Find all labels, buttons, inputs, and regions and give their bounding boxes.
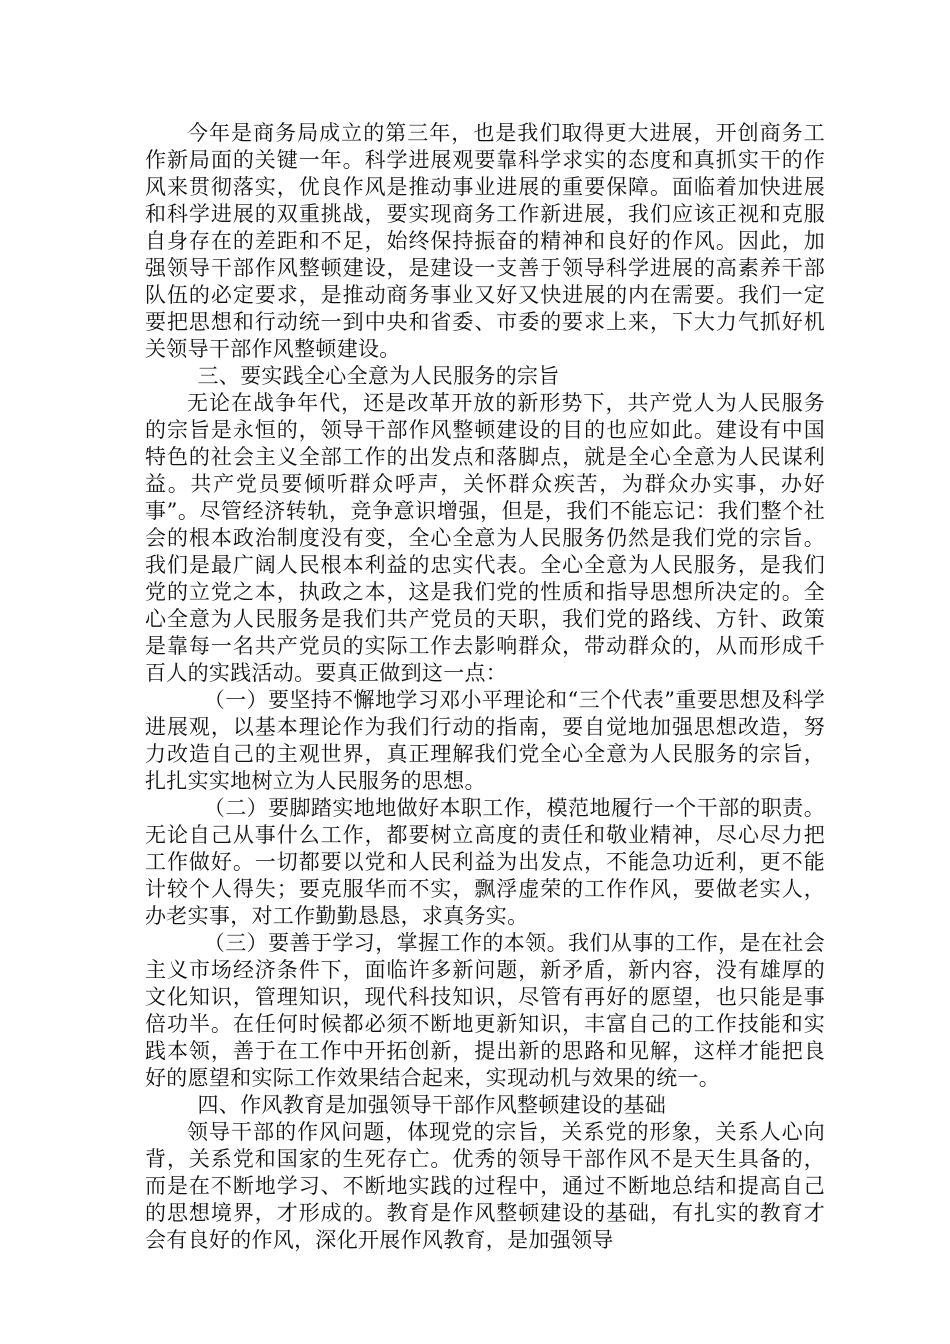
document-page: [145, 120, 825, 1254]
paragraph-section-3: 无论在战争年代，还是改革开放的新形势下，共产党人为人民服务的宗旨是永恒的，领导干部作风整顿建设的目的也应如此。建设有中国特色的社会主义全部工作的出发点和落脚点，就是全心全意为人民谋利益。共产党员要倾听群众呼声，关怀群众疾苦，为群众办实事，办好事”。尽管经济转轨，竞争意识增强，但是，我们不能忘记：我们整个社会的根本政治制度没有变，全心全意为人民服务仍然是我们党的宗旨。我们是最广阔人民根本利益的忠实代表。全心全意为人民服务，是我们党的立党之本，执政之本，这是我们党的性质和指导思想所决定的。全心全意为人民服务是我们共产党员的天职，我们党的路线、方针、政策是靠每一名共产党员的实际工作去影响群众，带动群众的，从而形成千百人的实践活动。要真正做到这一点：: [145, 391, 825, 685]
section-heading-3: 三、要实践全心全意为人民服务的宗旨: [197, 364, 560, 388]
section-heading-4: 四、作风教育是加强领导干部作风整顿建设的基础: [197, 1093, 667, 1117]
list-item-2: （二）要脚踏实地地做好本职工作，模范地履行一个干部的职责。无论自己从事什么工作，都要树立高度的责任和敬业精神，尽心尽力把工作做好。一切都要以党和人民利益为出发点，不能急功近利，更不能计较个人得失；要克服华而不实，飘浮虚荣的工作作风，要做老实人，办老实事，对工作勤勤恳恳，求真务实。: [145, 796, 825, 928]
list-item-1: （一）要坚持不懈地学习邓小平理论和“三个代表”重要思想及科学进展观，以基本理论作为我们行动的指南，要自觉地加强思想改造，努力改造自己的主观世界，真正理解我们党全心全意为人民服务的宗旨，扎扎实实地树立为人民服务的思想。: [145, 688, 825, 793]
paragraph-section-4: 领导干部的作风问题，体现党的宗旨，关系党的形象，关系人心向背，关系党和国家的生死存亡。优秀的领导干部作风不是天生具备的，而是在不断地学习、不断地实践的过程中，通过不断地总结和提高自己的思想境界，才形成的。教育是作风整顿建设的基础，有扎实的教育才会有良好的作风，深化开展作风教育，是加强领导: [145, 1120, 825, 1252]
paragraph-intro: 今年是商务局成立的第三年，也是我们取得更大进展，开创商务工作新局面的关键一年。科学进展观要靠科学求实的态度和真抓实干的作风来贯彻落实，优良作风是推动事业进展的重要保障。面临着加快进展和科学进展的双重挑战，要实现商务工作新进展，我们应该正视和克服自身存在的差距和不足，始终保持振奋的精神和良好的作风。因此，加强领导干部作风整顿建设，是建设一支善于领导科学进展的高素养干部队伍的必定要求，是推动商务事业又好又快进展的内在需要。我们一定要把思想和行动统一到中央和省委、市委的要求上来，下大力气抓好机关领导干部作风整顿建设。: [145, 121, 825, 361]
list-item-3: （三）要善于学习，掌握工作的本领。我们从事的工作，是在社会主义市场经济条件下，面临许多新问题，新矛盾，新内容，没有雄厚的文化知识，管理知识，现代科技知识，尽管有再好的愿望，也只能是事倍功半。在任何时候都必须不断地更新知识，丰富自己的工作技能和实践本领，善于在工作中开拓创新，提出新的思路和见解，这样才能把良好的愿望和实际工作效果结合起来，实现动机与效果的统一。: [145, 931, 825, 1090]
